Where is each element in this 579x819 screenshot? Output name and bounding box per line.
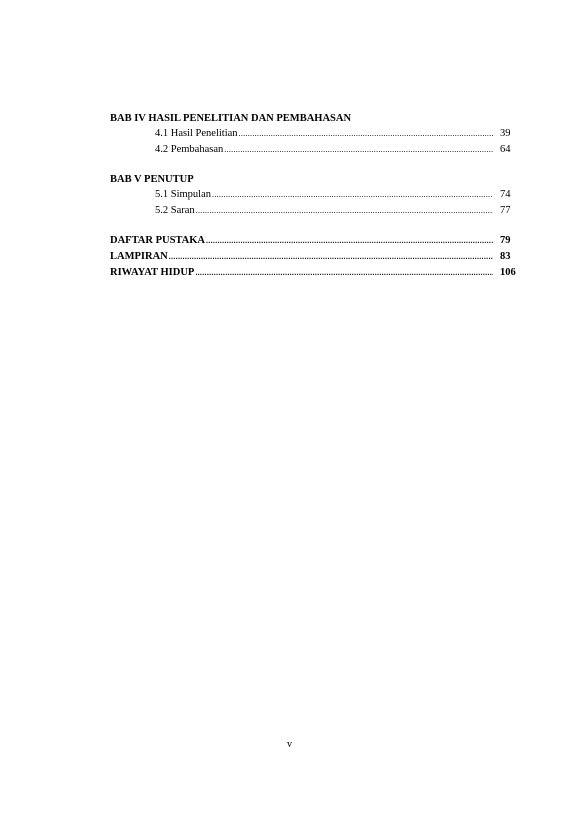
spacer [110, 158, 522, 172]
toc-entry-page: 106 [500, 267, 516, 278]
toc-entry-riwayat-hidup [110, 265, 522, 281]
dot-leader [195, 265, 493, 281]
toc-entry-simpulan [110, 187, 522, 203]
chapter-heading-bab-iv: BAB IV HASIL PENELITIAN DAN PEMBAHASAN [110, 113, 352, 124]
dot-leader [239, 126, 493, 142]
dot-leader [169, 249, 493, 265]
toc-entry-label: RIWAYAT HIDUP [110, 267, 195, 278]
toc-entry-daftar-pustaka [110, 233, 522, 249]
dot-leader [224, 142, 493, 158]
toc-entry-page: 74 [500, 189, 511, 200]
toc-entry-label: 4.1 Hasil Penelitian [155, 128, 238, 139]
toc-entry-label: 5.1 Simpulan [155, 189, 212, 200]
toc-entry-page: 64 [500, 144, 511, 155]
toc-entry-label: LAMPIRAN [110, 251, 168, 262]
chapter-heading-bab-v: BAB V PENUTUP [110, 174, 194, 185]
spacer [110, 219, 522, 233]
toc-entry-lampiran [110, 249, 522, 265]
toc-entry-page: 77 [500, 205, 511, 216]
toc-entry-page: 39 [500, 128, 511, 139]
toc-entry-page: 83 [500, 251, 511, 262]
dot-leader [196, 203, 493, 219]
toc-entry-label: 5.2 Saran [155, 205, 195, 216]
table-of-contents [110, 111, 522, 281]
dot-leader [212, 187, 493, 203]
toc-entry-page: 79 [500, 235, 511, 246]
toc-entry-saran [110, 203, 522, 219]
toc-entry-pembahasan [110, 142, 522, 158]
dot-leader [206, 233, 493, 249]
toc-entry-hasil-penelitian [110, 126, 522, 142]
toc-entry-label: 4.2 Pembahasan [155, 144, 224, 155]
page-number: v [287, 739, 292, 750]
toc-entry-label: DAFTAR PUSTAKA [110, 235, 205, 246]
